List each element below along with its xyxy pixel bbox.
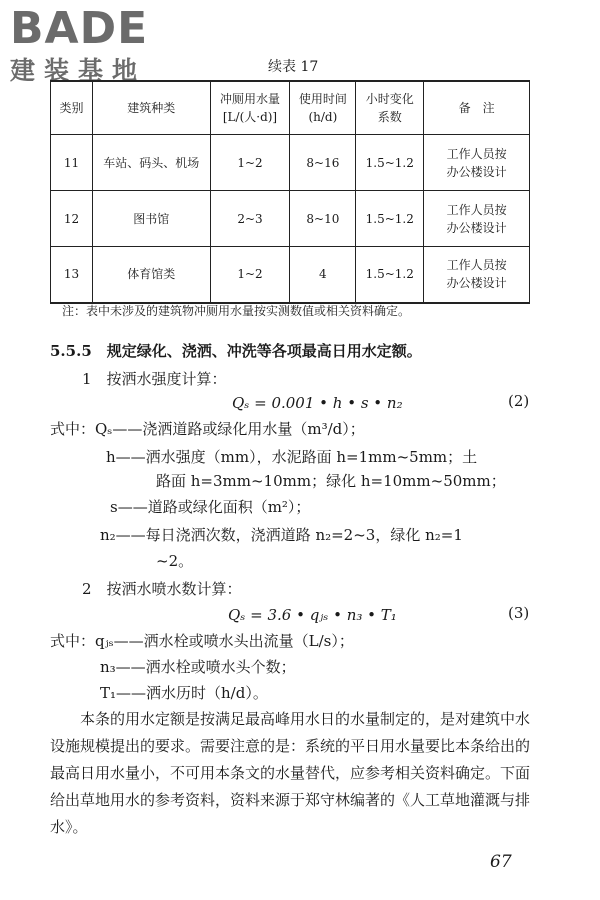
- header-hourly-factor: 小时变化 系数: [356, 81, 424, 135]
- where-line: n₂——每日浇洒次数，浇洒道路 n₂=2~3，绿化 n₂=1: [100, 526, 463, 544]
- table-header-row: [51, 81, 530, 135]
- section-title: 5.5.5 规定绿化、浇洒、冲洗等各项最高日用水定额。: [50, 342, 422, 360]
- table-note: 注：表中未涉及的建筑物冲厕用水量按实测数值或相关资料确定。: [62, 304, 411, 318]
- header-remarks: 备 注: [424, 81, 530, 135]
- where-line: 式中：Qₛ——浇洒道路或绿化用水量（m³/d）；: [50, 420, 365, 438]
- item-2-heading: 2 按洒水喷水数计算：: [82, 580, 242, 598]
- header-flush-water: 冲厕用水量 [L/(人·d)]: [210, 81, 290, 135]
- header-category: 类别: [51, 81, 93, 135]
- where-line: n₃——洒水栓或喷水头个数；: [100, 658, 296, 676]
- water-quota-table: [50, 80, 530, 304]
- equation-2: Qₛ = 0.001 • h • s • n₂: [232, 394, 403, 412]
- cell-category: 13: [51, 247, 93, 303]
- where-line: T₁——洒水历时（h/d）。: [100, 684, 268, 702]
- cell-category: 11: [51, 135, 93, 191]
- cell-hourly-factor: 1.5~1.2: [356, 135, 424, 191]
- header-usage-time: 使用时间 (h/d): [290, 81, 356, 135]
- table-caption: 续表 17: [268, 59, 319, 75]
- item-1-heading: 1 按洒水强度计算：: [82, 370, 227, 388]
- cell-building-type: 体育馆类: [92, 247, 210, 303]
- cell-flush-water: 2~3: [210, 191, 290, 247]
- equation-3-number: (3): [508, 604, 530, 622]
- table-row: [51, 135, 530, 191]
- logo-word: BADE: [10, 3, 149, 54]
- equation-3: Qₛ = 3.6 • qⱼₛ • n₃ • T₁: [228, 606, 397, 624]
- cell-hourly-factor: 1.5~1.2: [356, 191, 424, 247]
- table-row: [51, 191, 530, 247]
- cell-building-type: 车站、码头、机场: [92, 135, 210, 191]
- table-row: [51, 247, 530, 303]
- cell-usage-time: 8~10: [290, 191, 356, 247]
- cell-hourly-factor: 1.5~1.2: [356, 247, 424, 303]
- where-line: s——道路或绿化面积（m²）；: [110, 498, 311, 516]
- cell-category: 12: [51, 191, 93, 247]
- cell-usage-time: 8~16: [290, 135, 356, 191]
- cell-usage-time: 4: [290, 247, 356, 303]
- where-line: h——洒水强度（mm），水泥路面 h=1mm~5mm；土: [106, 448, 478, 466]
- cell-flush-water: 1~2: [210, 247, 290, 303]
- logo-subtitle: 建装基地: [10, 56, 147, 85]
- cell-flush-water: 1~2: [210, 135, 290, 191]
- equation-2-number: (2): [508, 392, 530, 410]
- logo: [10, 3, 180, 86]
- page-number: 67: [490, 852, 512, 872]
- cell-remarks: 工作人员按 办公楼设计: [424, 247, 530, 303]
- where-line: ~2。: [156, 552, 194, 570]
- where-line: 路面 h=3mm~10mm；绿化 h=10mm~50mm；: [156, 472, 506, 490]
- cell-building-type: 图书馆: [92, 191, 210, 247]
- cell-remarks: 工作人员按 办公楼设计: [424, 191, 530, 247]
- cell-remarks: 工作人员按 办公楼设计: [424, 135, 530, 191]
- header-building-type: 建筑种类: [92, 81, 210, 135]
- where-line: 式中：qⱼₛ——洒水栓或喷水头出流量（L/s）；: [50, 632, 354, 650]
- explanation-paragraph: 本条的用水定额是按满足最高峰用水日的水量制定的，是对建筑中水设施规模提出的要求。需要注意的是：系统的平日用水量要比本条给出的最高日用水量小，不可用本条文的水量替代，应参考相关资料确定。下面给出草地用水的参考资料，资料来源于郑守林编著的《人工草地灌溉与排水》。: [50, 710, 531, 836]
